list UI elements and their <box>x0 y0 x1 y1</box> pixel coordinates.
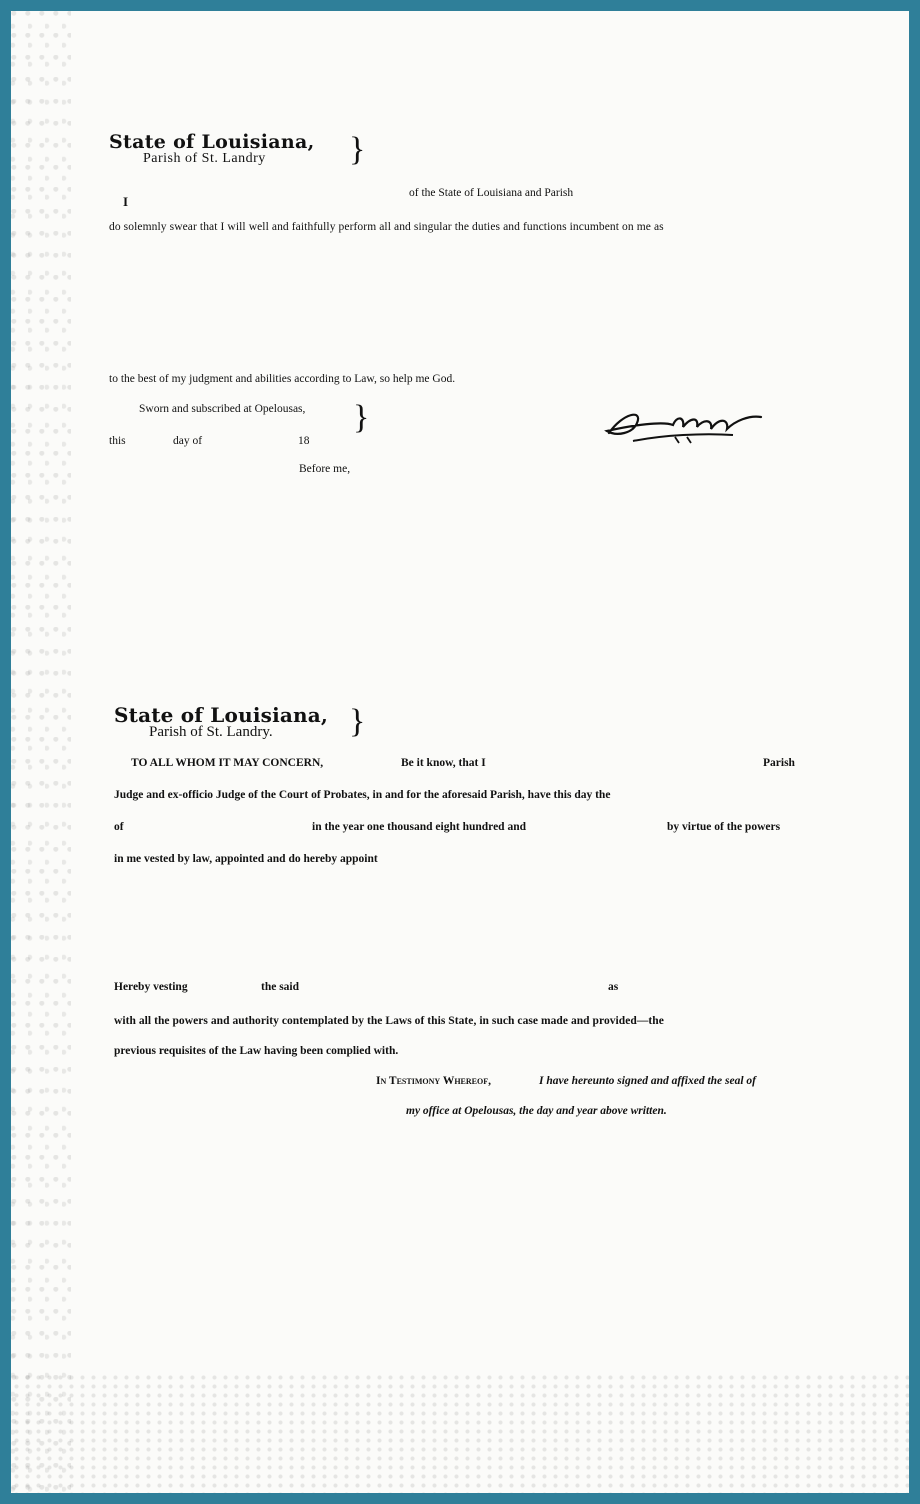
vested-line: in me vested by law, appointed and do hereby appoint <box>114 853 378 865</box>
year-prefix: 18 <box>298 435 310 447</box>
testimony-lead: In Testimony Whereof, <box>376 1075 491 1087</box>
as-label: as <box>608 981 619 993</box>
scan-noise-bottom <box>11 1373 909 1493</box>
oath-state-heading: State of Louisiana, <box>109 131 315 153</box>
testimony-rest: I have hereunto signed and affixed the seal of <box>539 1075 757 1087</box>
signature-image <box>603 403 773 447</box>
office-line: my office at Opelousas, the day and year above written. <box>406 1105 667 1117</box>
powers-line: with all the powers and authority contemplated by the Laws of this State, in such case made and provided—the <box>114 1015 664 1027</box>
sworn-brace: } <box>353 399 370 436</box>
parish-word: Parish <box>763 757 795 769</box>
concern-rest: Be it know, that I <box>401 757 486 769</box>
document-page <box>11 11 909 1493</box>
of-label: of <box>114 821 124 833</box>
concern-heading: TO ALL WHOM IT MAY CONCERN, <box>131 757 324 769</box>
oath-line3: to the best of my judgment and abilities according to Law, so help me God. <box>109 373 456 385</box>
oath-parish: Parish of St. Landry <box>143 151 266 166</box>
year-line: in the year one thousand eight hundred and <box>312 821 526 833</box>
day-of-label: day of <box>173 435 203 447</box>
virtue-text: by virtue of the powers <box>667 821 781 833</box>
oath-brace: } <box>349 131 366 168</box>
scan-noise-left <box>11 11 71 1493</box>
judge-line: Judge and ex-officio Judge of the Court of Probates, in and for the aforesaid Parish, have this day the <box>114 789 611 801</box>
appointment-state-heading: State of Louisiana, <box>114 703 329 727</box>
before-me-label: Before me, <box>299 463 351 475</box>
oath-line2: do solemnly swear that I will well and faithfully perform all and singular the duties and functions incumbent on me as <box>109 221 664 233</box>
appointment-brace: } <box>349 703 366 740</box>
previous-line: previous requisites of the Law having been complied with. <box>114 1045 399 1057</box>
this-label: this <box>109 435 126 447</box>
oath-pronoun: I <box>123 194 129 209</box>
the-said: the said <box>261 981 300 993</box>
sworn-text: Sworn and subscribed at Opelousas, <box>139 403 306 415</box>
appointment-parish: Parish of St. Landry. <box>149 724 273 740</box>
oath-line1-end: of the State of Louisiana and Parish <box>409 187 574 199</box>
hereby-vesting: Hereby vesting <box>114 981 188 993</box>
